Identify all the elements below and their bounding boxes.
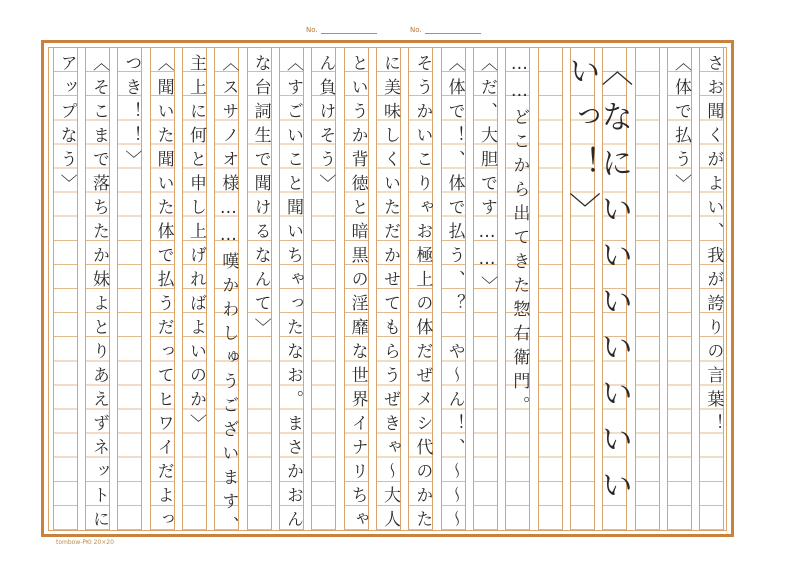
number-underline [321,27,377,34]
manuscript-column [311,48,336,530]
column-text: というか背徳と暗黒の淫靡な世界イナリちゃ [347,54,368,534]
number-label: No. [306,26,318,34]
column-text: さお聞くがよい、我が誇りの言葉！ [703,54,724,438]
manuscript-grid [48,47,727,540]
manuscript-column [596,48,635,530]
manuscript-column [473,48,498,530]
manuscript-column [699,48,724,530]
column-text: アップなう〉 [56,54,77,198]
manuscript-column [505,48,530,530]
column-text: つき！！〉 [121,54,142,174]
column-text: いっ！〉 [564,54,602,238]
manuscript-column [635,48,660,530]
column-text: ……どこから出てきた惣右衛門。 [509,54,530,420]
column-text: 〈スサノオ様……嘆かわしゅうございます、 [218,54,239,540]
column-text: に美味しくいただかせてもらうぜきゃ〜大人 [380,54,400,534]
manuscript-column [85,48,110,534]
manuscript-column [408,48,433,534]
manuscript-column [441,48,466,534]
paper-brand: tombow-PKI 20×20 [56,539,114,546]
manuscript-column [117,48,142,530]
number-field-2 [410,26,481,40]
column-text: 主上に何と申し上げればよいのか〉 [186,54,206,438]
manuscript-column [376,48,401,534]
column-text: 〈すごいこと聞いちゃったなお。まさかおん [283,54,303,534]
manuscript-column [279,48,304,534]
column-text: 〈体で払う〉 [671,54,691,198]
column-text: な台詞生で聞けるなんて〉 [250,54,271,342]
manuscript-column [214,48,239,540]
column-text: 〈聞いた聞いた体で払うだってヒワイだよっ [153,54,174,534]
column-text: 〈体で！、体で払う、？ や〜ん！、〜〜〜 [444,54,465,534]
column-text: 〈だ、大胆です……〉 [477,54,497,300]
manuscript-column [667,48,692,530]
number-underline [425,27,481,34]
column-text: そうかいこりゃお極上の体だぜメシ代のかた [412,54,433,534]
manuscript-sheet [41,40,734,540]
column-text: 〈そこまで落ちたか妹よとりあえずネットに [89,54,109,534]
number-field-1 [306,26,377,40]
manuscript-column [344,48,369,534]
column-text: ん負けそう〉 [315,54,336,198]
manuscript-column [53,48,78,530]
manuscript-column [150,48,175,534]
manuscript-column [182,48,207,530]
number-label: No. [410,26,422,34]
manuscript-column [247,48,272,530]
column-text: 〈なにいいいいいいい [596,54,635,514]
manuscript-column [538,48,563,530]
manuscript-column [564,48,602,530]
